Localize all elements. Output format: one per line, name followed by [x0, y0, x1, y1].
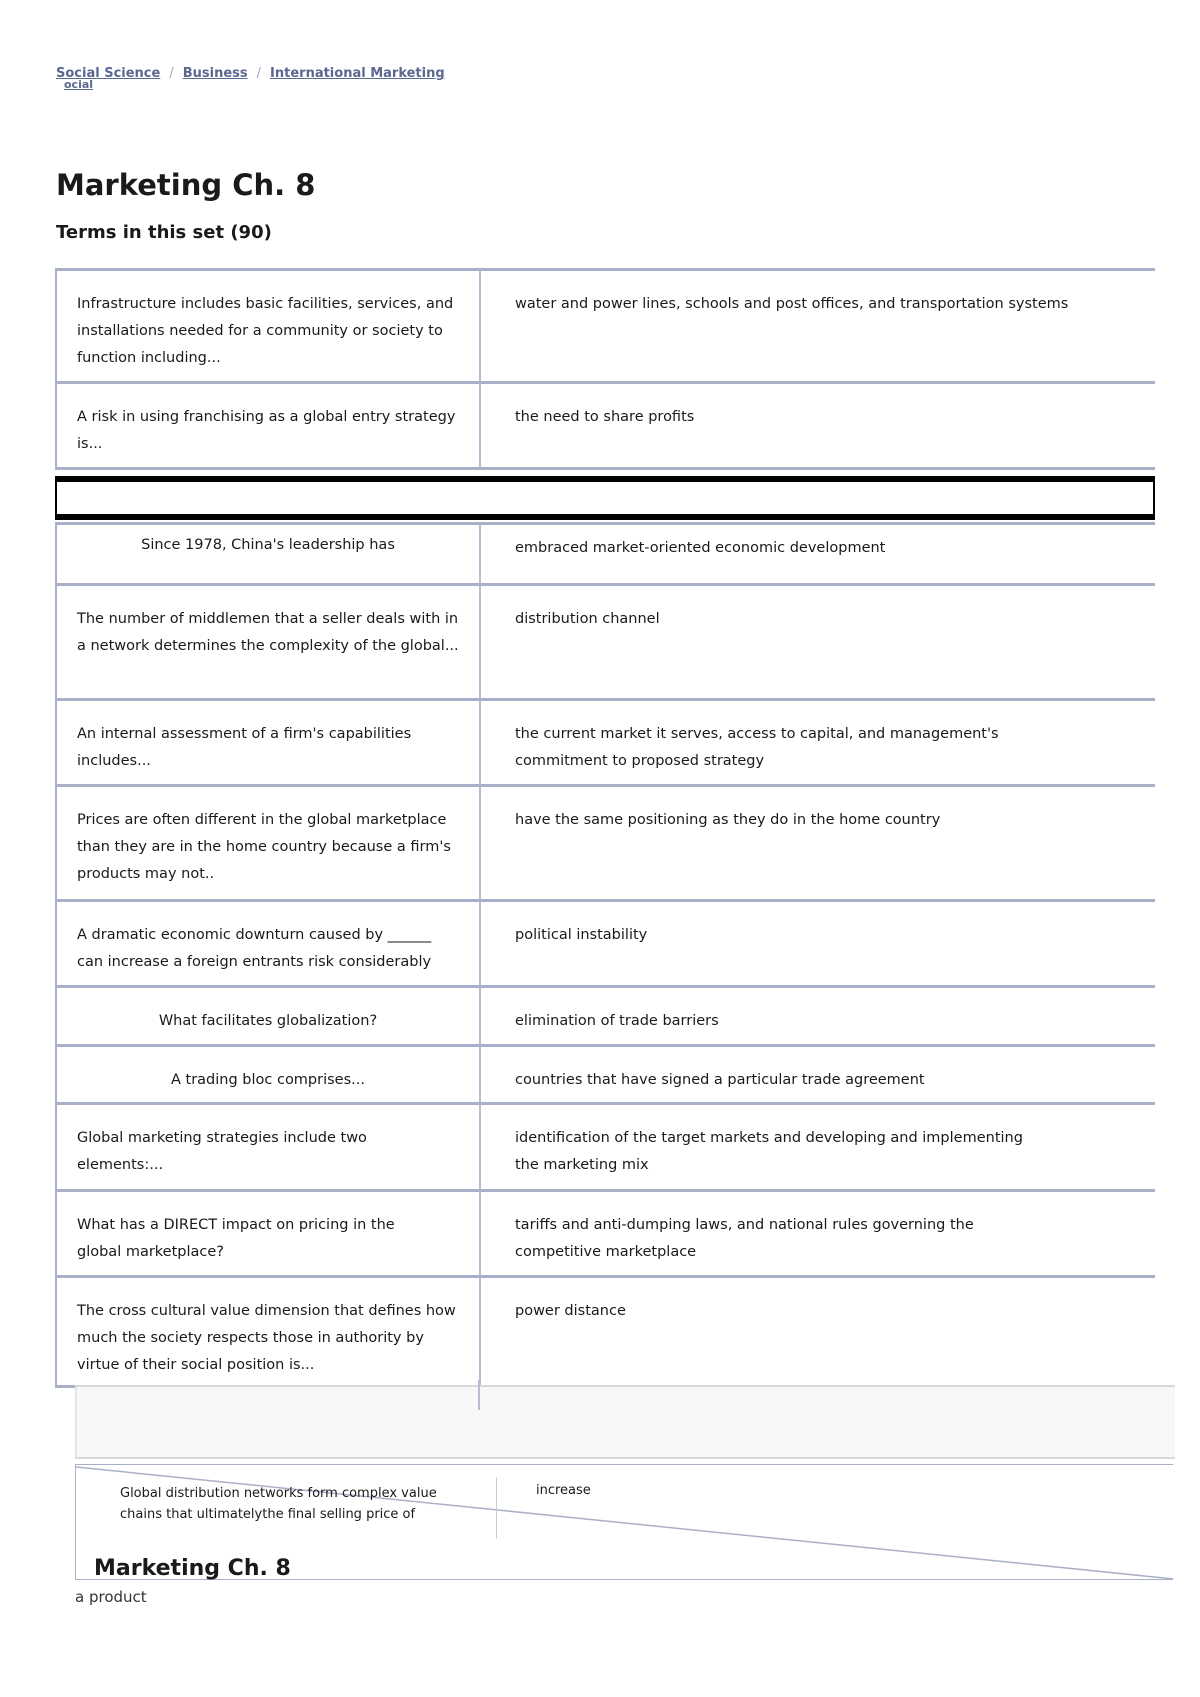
- terms-count-heading: Terms in this set (90): [56, 222, 272, 243]
- card-definition: tariffs and anti-dumping laws, and national rules governing the competitive marketplace: [515, 1217, 974, 1260]
- card-definition: the need to share profits: [515, 409, 695, 425]
- page-break-bar: [55, 476, 1155, 520]
- card-definition: distribution channel: [515, 611, 660, 627]
- breadcrumb-separator: /: [169, 66, 174, 81]
- card-term: Prices are often different in the global marketplace than they are in the home country because a firm's products may not..: [57, 787, 481, 899]
- card-definition: power distance: [515, 1303, 626, 1319]
- breadcrumb-social-science[interactable]: Social Science: [56, 66, 161, 81]
- empty-card-placeholder: [75, 1385, 1175, 1459]
- flashcard[interactable]: [55, 784, 1155, 899]
- flashcard[interactable]: [55, 1102, 1155, 1189]
- flashcard[interactable]: [55, 268, 1155, 381]
- breadcrumb-business[interactable]: Business: [182, 66, 248, 81]
- card-term: Since 1978, China's leadership has: [57, 525, 481, 583]
- card-term: What has a DIRECT impact on pricing in the global marketplace?: [57, 1192, 481, 1275]
- card-definition: the current market it serves, access to capital, and management's commitment to proposed strategy: [515, 726, 999, 769]
- flashcard[interactable]: [55, 522, 1155, 583]
- flashcard[interactable]: [55, 583, 1155, 698]
- breadcrumb-international-marketing[interactable]: International Marketing: [270, 66, 445, 81]
- flashcard[interactable]: [55, 1189, 1155, 1275]
- flashcard[interactable]: [55, 899, 1155, 985]
- flashcard[interactable]: [55, 381, 1155, 470]
- flashcard[interactable]: [55, 1044, 1155, 1102]
- breadcrumb: [56, 66, 445, 81]
- page-title: Marketing Ch. 8: [56, 168, 316, 202]
- card-definition: elimination of trade barriers: [515, 1013, 719, 1029]
- breadcrumb-ghost-text: ocial: [64, 78, 94, 91]
- flashcard[interactable]: [55, 985, 1155, 1044]
- flashcard-list: [55, 268, 1155, 1388]
- card-definition: water and power lines, schools and post offices, and transportation systems: [515, 296, 1069, 312]
- card-definition: have the same positioning as they do in the home country: [515, 812, 941, 828]
- card-term: The number of middlemen that a seller deals with in a network determines the complexity of the global...: [57, 586, 481, 698]
- card-definition: embraced market-oriented economic development: [515, 540, 886, 556]
- footer-overflow-text: a product: [75, 1588, 147, 1606]
- card-term: What facilitates globalization?: [57, 988, 481, 1044]
- card-term: The cross cultural value dimension that defines how much the society respects those in authority by virtue of their social position is...: [57, 1278, 481, 1385]
- card-definition: countries that have signed a particular trade agreement: [515, 1072, 925, 1088]
- footer-page-title: Marketing Ch. 8: [94, 1556, 291, 1581]
- card-term: A dramatic economic downturn caused by ______ can increase a foreign entrants risk considerably: [57, 902, 481, 985]
- card-term: A risk in using franchising as a global entry strategy is...: [57, 384, 481, 467]
- card-term: An internal assessment of a firm's capabilities includes...: [57, 701, 481, 784]
- card-definition: political instability: [515, 927, 648, 943]
- breadcrumb-separator: /: [256, 66, 262, 81]
- card-definition: identification of the target markets and developing and implementing the marketing mix: [515, 1130, 1023, 1173]
- card-term: Global distribution networks form complex value chains that ultimatelythe final selling price of: [120, 1486, 437, 1522]
- card-term: A trading bloc comprises...: [57, 1047, 481, 1102]
- card-definition: increase: [536, 1483, 591, 1498]
- flashcard[interactable]: [55, 1275, 1155, 1388]
- card-term: Infrastructure includes basic facilities, services, and installations needed for a community or society to function including...: [57, 271, 481, 381]
- card-divider: [478, 1380, 480, 1410]
- card-term: Global marketing strategies include two elements:...: [57, 1105, 481, 1189]
- flashcard[interactable]: [55, 698, 1155, 784]
- card-divider: [496, 1477, 497, 1539]
